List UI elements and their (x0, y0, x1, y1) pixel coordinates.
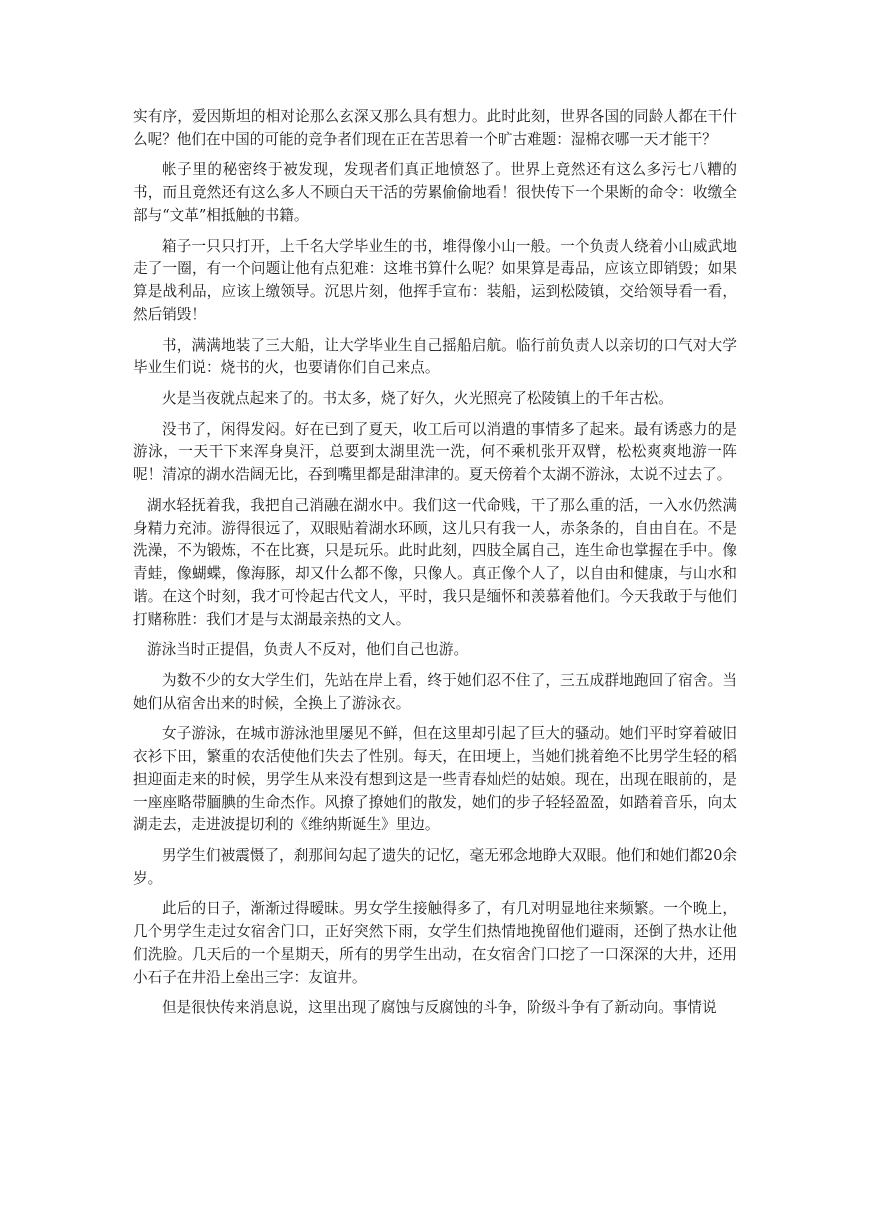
paragraph-8: 游泳当时正提倡，负责人不反对，他们自己也游。 (147, 641, 469, 659)
paragraph-13: 但是很快传来消息说，这里出现了腐蚀与反腐蚀的斗争，阶级斗争有了新动向。事情说 (162, 999, 717, 1017)
paragraph-5: 火是当夜就点起来了的。书太多，烧了好久，火光照亮了松陵镇上的千年古松。 (162, 389, 673, 407)
paragraph-2: 帐子里的秘密终于被发现，发现者们真正地愤怒了。世界上竟然还有这么多污七八糟的书，而且竟然还有这么多人不顾白天干活的劳累偷偷地看！很快传下一个果断的命令：收缴全部与“文革”相抵触的书籍。 (133, 161, 737, 224)
paragraph-12: 此后的日子，渐渐过得暧昧。男女学生接触得多了，有几对明显地往来频繁。一个晚上，几个男学生走过女宿舍门口，正好突然下雨，女学生们热情地挽留他们避雨，还倒了热水让他们洗脸。几天后的一个星期天，所有的男学生出动，在女宿舍门口挖了一口深深的大井，还用小石子在井沿上垒出三字：友谊井。 (133, 900, 737, 986)
paragraph-6: 没书了，闲得发闷。好在已到了夏天，收工后可以消遣的事情多了起来。最有诱惑力的是游泳，一天干下来浑身臭汗，总要到太湖里洗一洗，何不乘机张开双臂，松松爽爽地游一阵呢！清凉的湖水浩阔无比，吞到嘴里都是甜津津的。夏天傍着个太湖不游泳，太说不过去了。 (133, 420, 737, 484)
document-page (133, 106, 737, 1028)
paragraph-3: 箱子一只只打开，上千名大学毕业生的书，堆得像小山一般。一个负责人绕着小山威武地走了一圈，有一个问题让他有点犯难：这堆书算什么呢？如果算是毒品，应该立即销毁；如果算是战利品，应该上缴领导。沉思片刻，他挥手宣布：装船，运到松陵镇，交给领导看一看，然后销毁！ (133, 237, 737, 323)
paragraph-7: 湖水轻抚着我，我把自己消融在湖水中。我们这一代命贱，干了那么重的活，一入水仍然满身精力充沛。游得很远了，双眼贴着湖水环顾，这儿只有我一人，赤条条的，自由自在。不是洗澡，不为锻炼，不在比赛，只是玩乐。此时此刻，四肢全属自己，连生命也掌握在手中。像青蛙，像蝴蝶，像海豚，却又什么都不像，只像人。真正像个人了，以自由和健康，与山水和谐。在这个时刻，我才可怜起古代文人，平时，我只是缅怀和羡慕着他们。今天我敢于与他们打赌称胜：我们才是与太湖最亲热的文人。 (133, 496, 737, 628)
paragraph-10: 女子游泳，在城市游泳池里屡见不鲜，但在这里却引起了巨大的骚动。她们平时穿着破旧衣衫下田，繁重的农活使他们失去了性别。每天，在田埂上，当她们挑着绝不比男学生轻的稻担迎面走来的时候，男学生从来没有想到这是一些青春灿烂的姑娘。现在，出现在眼前的，是一座座略带腼腆的生命杰作。风撩了撩她们的散发，她们的步子轻轻盈盈，如踏着音乐，向太湖走去，走进波提切利的《维纳斯诞生》里边。 (133, 725, 737, 834)
paragraph-1: 实有序，爱因斯坦的相对论那么玄深又那么具有想力。此时此刻，世界各国的同龄人都在干什么呢？他们在中国的可能的竞争者们现在正在苦思着一个旷古难题：湿棉衣哪一天才能干？ (133, 108, 737, 148)
paragraph-11: 男学生们被震慑了，刹那间勾起了遗失的记忆，毫无邪念地睁大双眼。他们和她们都20余岁。 (133, 847, 737, 887)
paragraph-4: 书，满满地装了三大船，让大学毕业生自己摇船启航。临行前负责人以亲切的口气对大学毕业生们说：烧书的火，也要请你们自己来点。 (133, 336, 737, 377)
paragraph-9: 为数不少的女大学生们，先站在岸上看，终于她们忍不住了，三五成群地跑回了宿舍。当她们从宿舍出来的时候，全换上了游泳衣。 (133, 671, 737, 712)
